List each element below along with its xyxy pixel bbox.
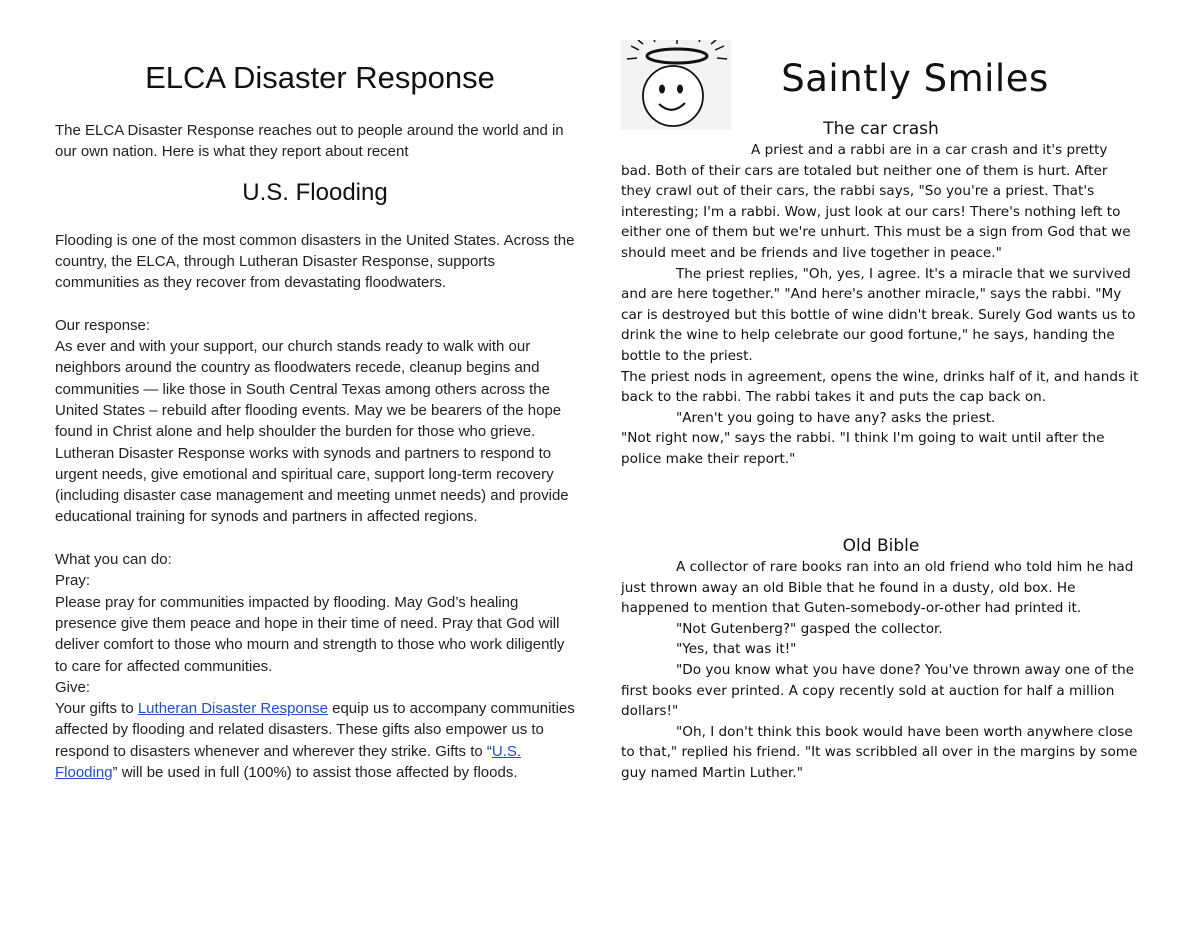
disaster-response-column: [55, 56, 575, 783]
old-bible-paragraph-1: A collector of rare books ran into an old friend who told him he had just thrown away an old Bible that he found in a dusty, old box. He happened to mention that Guten-somebody-or-other had printed it.: [621, 559, 1134, 617]
car-crash-paragraph-2: The priest replies, "Oh, yes, I agree. It's a miracle that we survived and are here together." "And here's another miracle," says the rabbi. "My car is destroyed but this bottle of wine didn't break. Surely God wants us to drink the wine to help celebrate our good fortune," he says, handing the bottle to the priest.: [621, 265, 1136, 364]
car-crash-paragraph-3: The priest nods in agreement, opens the wine, drinks half of it, and hands it back to the rabbi. The rabbi takes it and puts the cap back on.: [621, 368, 1139, 406]
car-crash-paragraph-5: "Not right now," says the rabbi. "I think I'm going to wait until after the police make their report.": [621, 430, 1105, 467]
lutheran-disaster-response-link[interactable]: Lutheran Disaster Response: [137, 700, 328, 718]
old-bible-heading: Old Bible: [842, 536, 920, 556]
car-crash-paragraph-1: A priest and a rabbi are in a car crash and it's pretty bad. Both of their cars are totaled but neither one of them is hurt. After they crawl out of their cars, the rabbi says, "So you're a priest. That's interesting; I'm a rabbi. Wow, just look at our cars! There's nothing left to either one of them but we're unhurt. This must be a sign from God that we should meet and be friends and live together in peace.": [621, 142, 1131, 261]
pray-label: Pray:: [55, 572, 91, 590]
give-paragraph: [55, 698, 575, 783]
flooding-subtitle: U.S. Flooding: [242, 178, 388, 206]
what-you-can-do-label: What you can do:: [55, 551, 172, 569]
pray-paragraph: Please pray for communities impacted by flooding. May God’s healing presence give them peace and hope in their time of need. Pray that God will deliver comfort to those who mourn and strength to those who work diligently to care for affected communities.: [55, 593, 565, 675]
disaster-response-title: ELCA Disaster Response: [145, 60, 495, 95]
old-bible-paragraph-4: "Do you know what you have done? You've thrown away one of the first books ever printed. A copy recently sold at auction for half a million dollars!": [621, 661, 1135, 720]
saintly-smiles-title: Saintly Smiles: [781, 57, 1049, 100]
us-flooding-link[interactable]: U.S. Flooding: [55, 742, 522, 782]
give-text-start: Your gifts to: [55, 700, 138, 718]
car-crash-story: [621, 118, 1141, 470]
give-text-middle: equip us to accompany communities affected by flooding and related disasters. These gifts also empower us to respond to disasters whenever and wherever they strike. Gifts to “: [55, 700, 575, 760]
give-text-end: ” will be used in full (100%) to assist those affected by floods.: [112, 764, 518, 782]
response-label: Our response:: [55, 316, 151, 334]
old-bible-paragraph-2: "Not Gutenberg?" gasped the collector.: [676, 620, 943, 637]
intro-paragraph: The ELCA Disaster Response reaches out to people around the world and in our own nation. Here is what they report about recent: [55, 122, 564, 161]
old-bible-paragraph-3: "Yes, that was it!": [676, 641, 797, 658]
car-crash-heading: The car crash: [823, 119, 939, 139]
response-paragraph: As ever and with your support, our church stands ready to walk with our neighbors around the country as floodwaters recede, cleanup begins and communities — like those in South Central Texas among others across the United States – rebuild after flooding events. May we be bearers of the hope found in Christ alone and help shoulder the burden for those who grieve.: [55, 338, 562, 441]
car-crash-paragraph-4: "Aren't you going to have any? asks the priest.: [676, 409, 996, 426]
flooding-paragraph: Flooding is one of the most common disasters in the United States. Across the country, the ELCA, through Lutheran Disaster Response, supports communities as they recover from devastating floodwaters.: [55, 231, 575, 292]
ldr-paragraph: Lutheran Disaster Response works with synods and partners to respond to urgent needs, give emotional and spiritual care, support long-term recovery (including disaster case management and meeting unmet needs) and provide educational training for synods and partners in affected regions.: [55, 444, 569, 526]
give-label: Give:: [55, 678, 91, 696]
old-bible-paragraph-5: "Oh, I don't think this book would have been worth anywhere close to that," replied his friend. "It was scribbled all over in the margins by some guy named Martin Luther.": [621, 723, 1138, 781]
old-bible-story: [621, 535, 1141, 784]
